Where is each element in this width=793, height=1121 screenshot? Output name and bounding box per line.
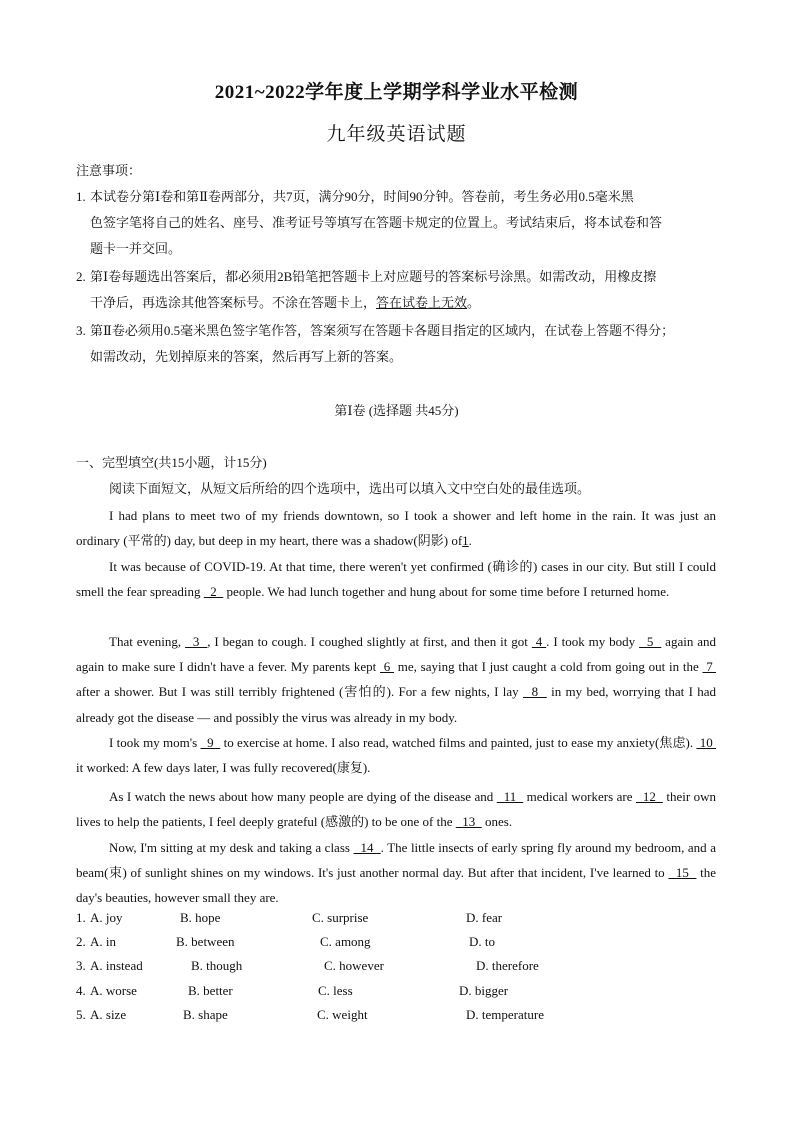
passage-paragraph: I took my mom's 9 to exercise at home. I also read, watched films and painted, just to ease my anxiety(焦虑). 10 it worked: A few days later, I was fully recovered(康复). — [76, 735, 716, 776]
option-d: D. bigger — [459, 982, 509, 998]
passage-paragraph: I had plans to meet two of my friends downtown, so I took a shower and left home in the rain. It was just an ordinary (平常的) day, but deep in my heart, there was a shadow(阴影) of1. — [76, 508, 716, 549]
question-row — [76, 958, 716, 982]
option-c: C. surprise — [312, 910, 369, 925]
question-row — [76, 1007, 716, 1031]
notice-text: 第Ⅱ卷必须用0.5毫米黑色签字笔作答，答案须写在答题卡各题目指定的区域内，在试卷上答题不得分； — [90, 323, 675, 338]
notice-text: 本试卷分第Ⅰ卷和第Ⅱ卷两部分，共7页，满分90分，时间90分钟。答卷前，考生务必用0.5毫米黑 — [90, 189, 634, 204]
question-number: 5. — [76, 1006, 86, 1022]
question-number: 2. — [76, 934, 86, 950]
blank-4: 4 — [531, 634, 547, 649]
question-row — [76, 934, 716, 958]
blank-10: 10 — [696, 735, 716, 750]
notice-emphasis: 答在试卷上无效 — [376, 295, 468, 310]
passage-paragraph: It was because of COVID-19. At that time, there weren't yet confirmed (确诊的) cases in our city. But still I could smell the fear spreading 2 people. We had lunch together and hung about for some time before I returned home. — [76, 559, 716, 600]
notice-item-1 — [76, 184, 726, 262]
option-a: A. instead — [90, 958, 143, 974]
blank-5: 5 — [639, 634, 662, 649]
option-b: B. hope — [180, 910, 221, 925]
option-c: C. less — [318, 982, 353, 998]
passage-paragraph: Now, I'm sitting at my desk and taking a class 14 . The little insects of early spring fly around my bedroom, and a beam(束) of sunlight shines on my windows. It's just another normal day. But after that incident, I've learned to 15 the day's beauties, however small they are. — [76, 840, 717, 906]
passage-paragraph: As I watch the news about how many people are dying of the disease and 11 medical workers are 12 their own lives to help the patients, I feel deeply grateful (感激的) to be one of the 13 ones. — [76, 789, 717, 830]
notice-number: 3. — [76, 323, 86, 338]
option-a: A. joy — [90, 910, 123, 925]
option-c: C. among — [320, 934, 371, 950]
option-b: B. shape — [183, 1006, 228, 1022]
blank-13: 13 — [455, 814, 482, 830]
notice-text: 第Ⅰ卷每题选出答案后，都必须用2B铅笔把答题卡上对应题号的答案标号涂黑。如需改动，用橡皮擦 — [90, 269, 657, 284]
question-number: 4. — [76, 982, 86, 998]
question-row — [76, 910, 716, 934]
option-d: D. fear — [466, 910, 503, 925]
option-a: A. in — [90, 934, 116, 950]
part-instruction: 阅读下面短文，从短文后所给的四个选项中，选出可以填入文中空白处的最佳选项。 — [109, 481, 591, 496]
blank-14: 14 — [353, 840, 381, 855]
blank-12: 12 — [635, 789, 663, 804]
notice-text: 。 — [467, 295, 481, 310]
option-b: B. better — [188, 982, 233, 998]
notice-text: 色签字笔将自己的姓名、座号、准考证号等填写在答题卡规定的位置上。考试结束后，将本试卷和答 — [90, 215, 663, 230]
option-c: C. however — [324, 958, 384, 974]
blank-1: 1 — [462, 533, 469, 549]
option-c: C. weight — [317, 1006, 368, 1022]
notice-heading: 注意事项： — [76, 163, 142, 178]
blank-2: 2 — [203, 584, 224, 600]
question-row — [76, 983, 716, 1007]
blank-11: 11 — [496, 789, 524, 804]
notice-text: 干净后，再选涂其他答案标号。不涂在答题卡上， — [90, 295, 377, 310]
passage-paragraph: That evening, 3 , I began to cough. I coughed slightly at first, and then it got 4 . I took my body 5 again and again to make sure I didn't have a fever. My parents kept 6 me, saying that I just caught a cold from going out in the 7 after a shower. But I was still terribly frightened (害怕的). For a few nights, I lay 8 in my bed, worrying that I had already got the disease — and possibly the virus was already in my body. — [76, 634, 717, 725]
notice-text: 如需改动，先划掉原来的答案，然后再写上新的答案。 — [90, 349, 403, 364]
notice-number: 1. — [76, 189, 86, 204]
question-number: 3. — [76, 958, 86, 974]
notice-number: 2. — [76, 269, 86, 284]
exam-title: 2021~2022学年度上学期学科学业水平检测 — [214, 82, 579, 103]
blank-9: 9 — [200, 735, 221, 750]
blank-3: 3 — [185, 634, 208, 649]
blank-7: 7 — [702, 659, 717, 675]
option-b: B. though — [191, 958, 243, 974]
notice-item-3 — [76, 318, 726, 370]
option-d: D. to — [469, 934, 495, 950]
question-list — [76, 910, 716, 1031]
option-d: D. therefore — [476, 958, 539, 974]
section-title: 第Ⅰ卷 (选择题 共45分) — [334, 403, 459, 418]
blank-6: 6 — [380, 659, 395, 675]
option-a: A. size — [90, 1006, 127, 1022]
notice-item-2 — [76, 264, 726, 316]
blank-8: 8 — [523, 684, 547, 700]
exam-subtitle: 九年级英语试题 — [326, 124, 467, 145]
part-title: 一、完型填空(共15小题，计15分) — [76, 455, 267, 470]
option-a: A. worse — [90, 982, 137, 998]
blank-15: 15 — [668, 865, 697, 881]
option-b: B. between — [176, 934, 235, 950]
option-d: D. temperature — [466, 1006, 544, 1022]
notice-text: 题卡一并交回。 — [90, 241, 182, 256]
question-number: 1. — [76, 910, 86, 925]
